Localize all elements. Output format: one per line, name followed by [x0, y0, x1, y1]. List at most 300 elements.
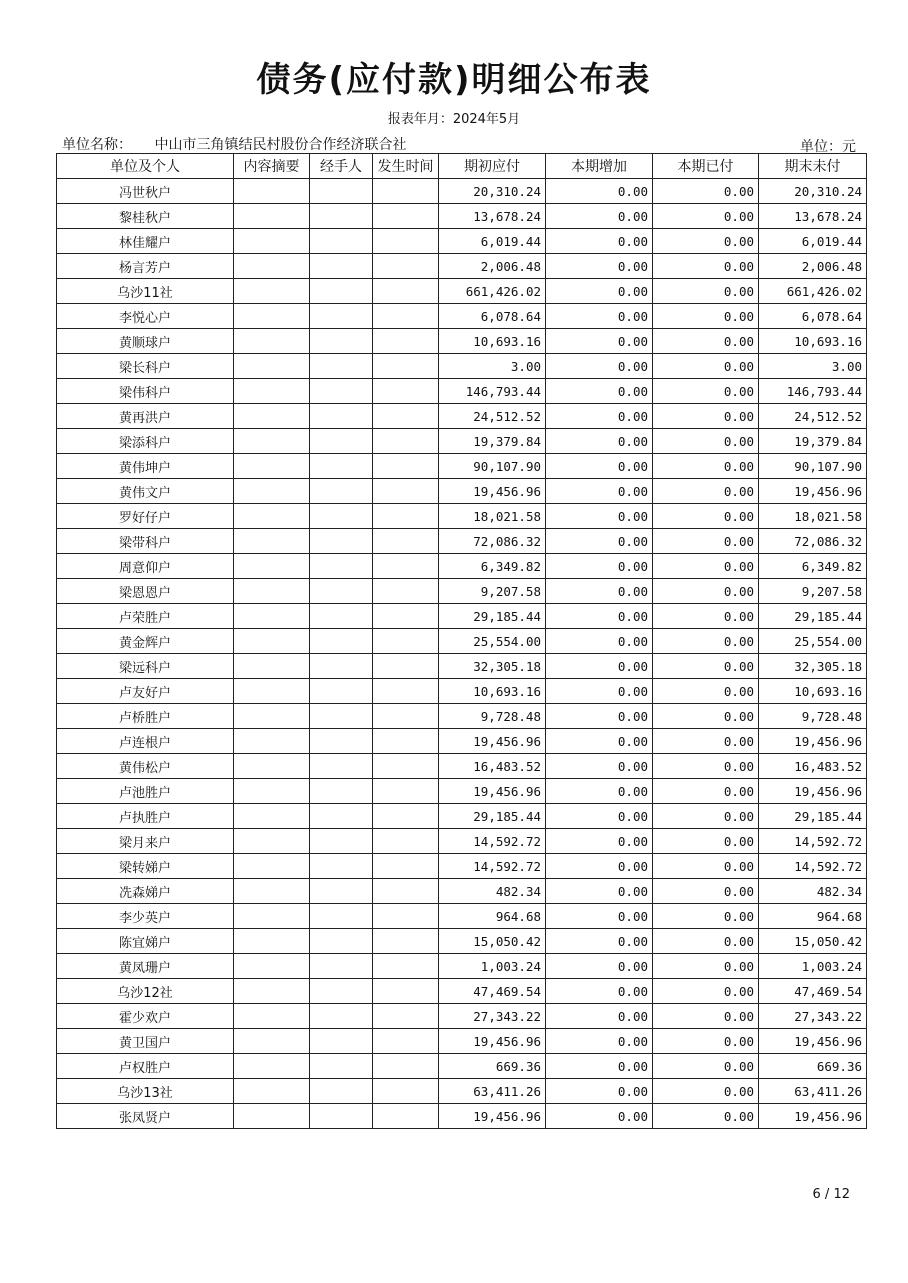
party-cell: 乌沙11社	[57, 279, 234, 304]
party-cell: 卢桥胜户	[57, 704, 234, 729]
date-cell	[373, 729, 439, 754]
table-row	[57, 1104, 867, 1129]
opening-cell: 19,456.96	[439, 779, 546, 804]
summary-cell	[234, 354, 310, 379]
table-row	[57, 554, 867, 579]
date-cell	[373, 304, 439, 329]
summary-cell	[234, 804, 310, 829]
table-row	[57, 879, 867, 904]
increase-cell: 0.00	[546, 604, 653, 629]
summary-cell	[234, 629, 310, 654]
summary-cell	[234, 404, 310, 429]
handler-cell	[310, 904, 373, 929]
table-row	[57, 979, 867, 1004]
date-cell	[373, 529, 439, 554]
paid-cell: 0.00	[653, 879, 759, 904]
increase-cell: 0.00	[546, 804, 653, 829]
opening-cell: 19,379.84	[439, 429, 546, 454]
party-cell: 林佳耀户	[57, 229, 234, 254]
table-row	[57, 279, 867, 304]
opening-cell: 661,426.02	[439, 279, 546, 304]
increase-cell: 0.00	[546, 1079, 653, 1104]
paid-cell: 0.00	[653, 1079, 759, 1104]
summary-cell	[234, 904, 310, 929]
summary-cell	[234, 254, 310, 279]
handler-cell	[310, 704, 373, 729]
table-row	[57, 354, 867, 379]
summary-cell	[234, 854, 310, 879]
date-cell	[373, 429, 439, 454]
opening-cell: 9,728.48	[439, 704, 546, 729]
increase-cell: 0.00	[546, 304, 653, 329]
opening-cell: 6,078.64	[439, 304, 546, 329]
summary-cell	[234, 954, 310, 979]
table-header-row	[57, 154, 867, 179]
party-cell: 梁长科户	[57, 354, 234, 379]
increase-cell: 0.00	[546, 679, 653, 704]
opening-cell: 72,086.32	[439, 529, 546, 554]
handler-cell	[310, 579, 373, 604]
handler-cell	[310, 479, 373, 504]
handler-cell	[310, 1029, 373, 1054]
handler-cell	[310, 254, 373, 279]
summary-cell	[234, 279, 310, 304]
closing-cell: 20,310.24	[759, 179, 867, 204]
increase-cell: 0.00	[546, 504, 653, 529]
handler-cell	[310, 554, 373, 579]
party-cell: 罗好仔户	[57, 504, 234, 529]
opening-cell: 14,592.72	[439, 854, 546, 879]
paid-cell: 0.00	[653, 654, 759, 679]
party-cell: 黄凤珊户	[57, 954, 234, 979]
opening-cell: 29,185.44	[439, 804, 546, 829]
summary-cell	[234, 304, 310, 329]
summary-cell	[234, 754, 310, 779]
party-cell: 陈宜娣户	[57, 929, 234, 954]
increase-cell: 0.00	[546, 554, 653, 579]
summary-cell	[234, 1004, 310, 1029]
handler-cell	[310, 329, 373, 354]
col-header-summary: 内容摘要	[234, 154, 310, 179]
increase-cell: 0.00	[546, 354, 653, 379]
handler-cell	[310, 179, 373, 204]
closing-cell: 29,185.44	[759, 804, 867, 829]
opening-cell: 24,512.52	[439, 404, 546, 429]
handler-cell	[310, 954, 373, 979]
page-title: 债务(应付款)明细公布表	[256, 60, 652, 100]
summary-cell	[234, 454, 310, 479]
paid-cell: 0.00	[653, 304, 759, 329]
date-cell	[373, 579, 439, 604]
closing-cell: 3.00	[759, 354, 867, 379]
closing-cell: 482.34	[759, 879, 867, 904]
summary-cell	[234, 179, 310, 204]
closing-cell: 669.36	[759, 1054, 867, 1079]
date-cell	[373, 829, 439, 854]
debt-table	[56, 153, 867, 1129]
table-row	[57, 1029, 867, 1054]
paid-cell: 0.00	[653, 529, 759, 554]
party-cell: 黄再洪户	[57, 404, 234, 429]
handler-cell	[310, 679, 373, 704]
handler-cell	[310, 929, 373, 954]
handler-cell	[310, 504, 373, 529]
closing-cell: 9,728.48	[759, 704, 867, 729]
paid-cell: 0.00	[653, 479, 759, 504]
summary-cell	[234, 529, 310, 554]
table-row	[57, 754, 867, 779]
date-cell	[373, 1079, 439, 1104]
opening-cell: 146,793.44	[439, 379, 546, 404]
date-cell	[373, 679, 439, 704]
paid-cell: 0.00	[653, 229, 759, 254]
closing-cell: 14,592.72	[759, 854, 867, 879]
paid-cell: 0.00	[653, 629, 759, 654]
party-cell: 黄卫国户	[57, 1029, 234, 1054]
table-row	[57, 229, 867, 254]
summary-cell	[234, 1054, 310, 1079]
handler-cell	[310, 629, 373, 654]
handler-cell	[310, 804, 373, 829]
opening-cell: 10,693.16	[439, 679, 546, 704]
col-header-party: 单位及个人	[57, 154, 234, 179]
table-row	[57, 829, 867, 854]
paid-cell: 0.00	[653, 329, 759, 354]
increase-cell: 0.00	[546, 1029, 653, 1054]
col-header-date: 发生时间	[373, 154, 439, 179]
closing-cell: 661,426.02	[759, 279, 867, 304]
paid-cell: 0.00	[653, 904, 759, 929]
table-row	[57, 929, 867, 954]
increase-cell: 0.00	[546, 954, 653, 979]
increase-cell: 0.00	[546, 279, 653, 304]
table-row	[57, 529, 867, 554]
table-row	[57, 854, 867, 879]
date-cell	[373, 504, 439, 529]
opening-cell: 9,207.58	[439, 579, 546, 604]
opening-cell: 20,310.24	[439, 179, 546, 204]
summary-cell	[234, 979, 310, 1004]
handler-cell	[310, 779, 373, 804]
paid-cell: 0.00	[653, 679, 759, 704]
party-cell: 冯世秋户	[57, 179, 234, 204]
paid-cell: 0.00	[653, 379, 759, 404]
increase-cell: 0.00	[546, 579, 653, 604]
date-cell	[373, 1054, 439, 1079]
increase-cell: 0.00	[546, 929, 653, 954]
paid-cell: 0.00	[653, 954, 759, 979]
table-row	[57, 379, 867, 404]
date-cell	[373, 1104, 439, 1129]
table-row	[57, 254, 867, 279]
date-cell	[373, 554, 439, 579]
date-cell	[373, 329, 439, 354]
summary-cell	[234, 1079, 310, 1104]
party-cell: 梁添科户	[57, 429, 234, 454]
date-cell	[373, 229, 439, 254]
party-cell: 冼森娣户	[57, 879, 234, 904]
closing-cell: 1,003.24	[759, 954, 867, 979]
closing-cell: 15,050.42	[759, 929, 867, 954]
col-header-closing: 期末未付	[759, 154, 867, 179]
closing-cell: 2,006.48	[759, 254, 867, 279]
party-cell: 梁恩恩户	[57, 579, 234, 604]
col-header-opening: 期初应付	[439, 154, 546, 179]
opening-cell: 6,349.82	[439, 554, 546, 579]
paid-cell: 0.00	[653, 1004, 759, 1029]
opening-cell: 18,021.58	[439, 504, 546, 529]
summary-cell	[234, 429, 310, 454]
date-cell	[373, 954, 439, 979]
summary-cell	[234, 579, 310, 604]
closing-cell: 19,456.96	[759, 1029, 867, 1054]
summary-cell	[234, 604, 310, 629]
paid-cell: 0.00	[653, 704, 759, 729]
handler-cell	[310, 429, 373, 454]
party-cell: 黎桂秋户	[57, 204, 234, 229]
summary-cell	[234, 479, 310, 504]
increase-cell: 0.00	[546, 254, 653, 279]
closing-cell: 13,678.24	[759, 204, 867, 229]
increase-cell: 0.00	[546, 754, 653, 779]
date-cell	[373, 704, 439, 729]
increase-cell: 0.00	[546, 479, 653, 504]
summary-cell	[234, 229, 310, 254]
closing-cell: 63,411.26	[759, 1079, 867, 1104]
increase-cell: 0.00	[546, 854, 653, 879]
handler-cell	[310, 1079, 373, 1104]
increase-cell: 0.00	[546, 404, 653, 429]
date-cell	[373, 404, 439, 429]
table-row	[57, 804, 867, 829]
opening-cell: 6,019.44	[439, 229, 546, 254]
increase-cell: 0.00	[546, 704, 653, 729]
party-cell: 黄伟松户	[57, 754, 234, 779]
party-cell: 卢连根户	[57, 729, 234, 754]
opening-cell: 32,305.18	[439, 654, 546, 679]
col-header-increase: 本期增加	[546, 154, 653, 179]
col-header-handler: 经手人	[310, 154, 373, 179]
table-row	[57, 904, 867, 929]
increase-cell: 0.00	[546, 979, 653, 1004]
table-row	[57, 1004, 867, 1029]
handler-cell	[310, 304, 373, 329]
closing-cell: 18,021.58	[759, 504, 867, 529]
table-row	[57, 304, 867, 329]
closing-cell: 47,469.54	[759, 979, 867, 1004]
paid-cell: 0.00	[653, 729, 759, 754]
opening-cell: 3.00	[439, 354, 546, 379]
handler-cell	[310, 854, 373, 879]
party-cell: 梁远科户	[57, 654, 234, 679]
table-row	[57, 329, 867, 354]
page-number: 6 / 12	[812, 1187, 850, 1202]
paid-cell: 0.00	[653, 854, 759, 879]
paid-cell: 0.00	[653, 929, 759, 954]
opening-cell: 16,483.52	[439, 754, 546, 779]
date-cell	[373, 179, 439, 204]
summary-cell	[234, 654, 310, 679]
closing-cell: 6,078.64	[759, 304, 867, 329]
party-cell: 卢执胜户	[57, 804, 234, 829]
paid-cell: 0.00	[653, 354, 759, 379]
table-row	[57, 679, 867, 704]
date-cell	[373, 354, 439, 379]
handler-cell	[310, 529, 373, 554]
increase-cell: 0.00	[546, 229, 653, 254]
closing-cell: 146,793.44	[759, 379, 867, 404]
closing-cell: 32,305.18	[759, 654, 867, 679]
paid-cell: 0.00	[653, 279, 759, 304]
table-row	[57, 204, 867, 229]
handler-cell	[310, 454, 373, 479]
table-row	[57, 454, 867, 479]
summary-cell	[234, 704, 310, 729]
party-cell: 卢友好户	[57, 679, 234, 704]
paid-cell: 0.00	[653, 754, 759, 779]
handler-cell	[310, 1104, 373, 1129]
opening-cell: 63,411.26	[439, 1079, 546, 1104]
party-cell: 黄顺球户	[57, 329, 234, 354]
increase-cell: 0.00	[546, 879, 653, 904]
paid-cell: 0.00	[653, 1054, 759, 1079]
opening-cell: 15,050.42	[439, 929, 546, 954]
handler-cell	[310, 204, 373, 229]
unit-name-line	[62, 134, 406, 154]
party-cell: 黄伟坤户	[57, 454, 234, 479]
increase-cell: 0.00	[546, 904, 653, 929]
paid-cell: 0.00	[653, 779, 759, 804]
table-row	[57, 579, 867, 604]
opening-cell: 964.68	[439, 904, 546, 929]
paid-cell: 0.00	[653, 1029, 759, 1054]
increase-cell: 0.00	[546, 1104, 653, 1129]
table-row	[57, 479, 867, 504]
summary-cell	[234, 379, 310, 404]
party-cell: 梁月来户	[57, 829, 234, 854]
opening-cell: 29,185.44	[439, 604, 546, 629]
closing-cell: 24,512.52	[759, 404, 867, 429]
increase-cell: 0.00	[546, 429, 653, 454]
handler-cell	[310, 604, 373, 629]
handler-cell	[310, 729, 373, 754]
closing-cell: 27,343.22	[759, 1004, 867, 1029]
date-cell	[373, 879, 439, 904]
summary-cell	[234, 1029, 310, 1054]
party-cell: 梁伟科户	[57, 379, 234, 404]
table-row	[57, 404, 867, 429]
increase-cell: 0.00	[546, 329, 653, 354]
increase-cell: 0.00	[546, 629, 653, 654]
increase-cell: 0.00	[546, 529, 653, 554]
party-cell: 杨言芳户	[57, 254, 234, 279]
date-cell	[373, 204, 439, 229]
table-row	[57, 629, 867, 654]
paid-cell: 0.00	[653, 804, 759, 829]
closing-cell: 90,107.90	[759, 454, 867, 479]
report-date: 报表年月：2024年5月	[387, 112, 521, 127]
summary-cell	[234, 329, 310, 354]
date-cell	[373, 929, 439, 954]
handler-cell	[310, 654, 373, 679]
party-cell: 李少英户	[57, 904, 234, 929]
summary-cell	[234, 1104, 310, 1129]
handler-cell	[310, 1054, 373, 1079]
currency-unit: 单位：元	[800, 139, 856, 155]
opening-cell: 19,456.96	[439, 1029, 546, 1054]
party-cell: 乌沙13社	[57, 1079, 234, 1104]
closing-cell: 25,554.00	[759, 629, 867, 654]
opening-cell: 90,107.90	[439, 454, 546, 479]
col-header-paid: 本期已付	[653, 154, 759, 179]
paid-cell: 0.00	[653, 829, 759, 854]
date-cell	[373, 254, 439, 279]
table-row	[57, 604, 867, 629]
date-cell	[373, 904, 439, 929]
table-row	[57, 729, 867, 754]
party-cell: 黄伟文户	[57, 479, 234, 504]
opening-cell: 14,592.72	[439, 829, 546, 854]
handler-cell	[310, 379, 373, 404]
summary-cell	[234, 879, 310, 904]
closing-cell: 72,086.32	[759, 529, 867, 554]
party-cell: 李悦心户	[57, 304, 234, 329]
summary-cell	[234, 679, 310, 704]
closing-cell: 6,349.82	[759, 554, 867, 579]
paid-cell: 0.00	[653, 604, 759, 629]
summary-cell	[234, 504, 310, 529]
closing-cell: 964.68	[759, 904, 867, 929]
party-cell: 张凤贤户	[57, 1104, 234, 1129]
closing-cell: 14,592.72	[759, 829, 867, 854]
increase-cell: 0.00	[546, 1054, 653, 1079]
opening-cell: 27,343.22	[439, 1004, 546, 1029]
paid-cell: 0.00	[653, 979, 759, 1004]
increase-cell: 0.00	[546, 654, 653, 679]
closing-cell: 10,693.16	[759, 679, 867, 704]
opening-cell: 25,554.00	[439, 629, 546, 654]
party-cell: 乌沙12社	[57, 979, 234, 1004]
handler-cell	[310, 979, 373, 1004]
summary-cell	[234, 554, 310, 579]
table-row	[57, 1054, 867, 1079]
increase-cell: 0.00	[546, 179, 653, 204]
handler-cell	[310, 404, 373, 429]
table-row	[57, 954, 867, 979]
paid-cell: 0.00	[653, 429, 759, 454]
closing-cell: 16,483.52	[759, 754, 867, 779]
summary-cell	[234, 779, 310, 804]
date-cell	[373, 479, 439, 504]
table-row	[57, 654, 867, 679]
handler-cell	[310, 279, 373, 304]
table-row	[57, 1079, 867, 1104]
opening-cell: 19,456.96	[439, 729, 546, 754]
handler-cell	[310, 829, 373, 854]
increase-cell: 0.00	[546, 829, 653, 854]
closing-cell: 29,185.44	[759, 604, 867, 629]
closing-cell: 9,207.58	[759, 579, 867, 604]
closing-cell: 19,456.96	[759, 1104, 867, 1129]
date-cell	[373, 604, 439, 629]
date-cell	[373, 979, 439, 1004]
unit-name-label: 单位名称：	[62, 137, 132, 153]
party-cell: 梁带科户	[57, 529, 234, 554]
opening-cell: 19,456.96	[439, 479, 546, 504]
handler-cell	[310, 1004, 373, 1029]
table-row	[57, 504, 867, 529]
date-cell	[373, 654, 439, 679]
